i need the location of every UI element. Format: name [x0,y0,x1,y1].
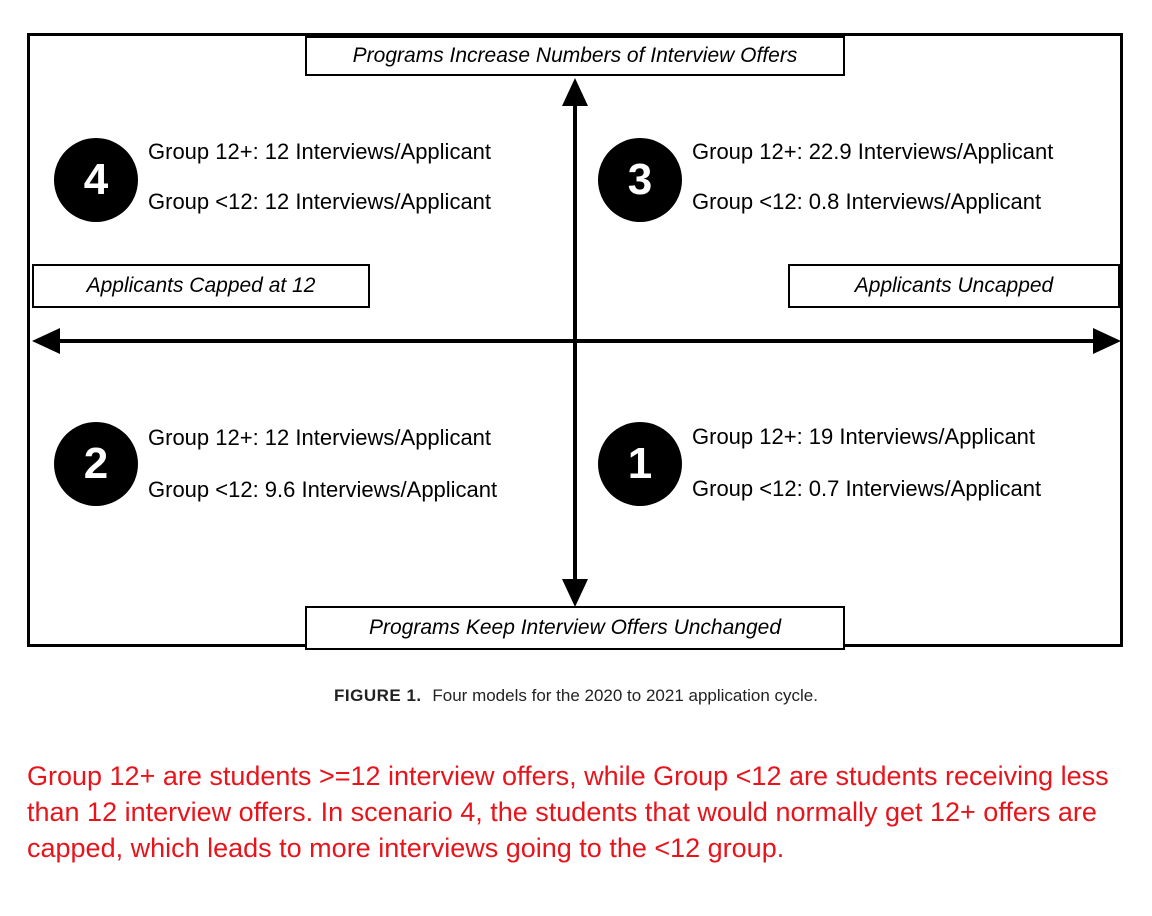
figure-label: FIGURE 1. [334,686,422,705]
arrow-up-icon [562,78,588,106]
arrow-left-icon [32,328,60,354]
arrow-down-icon [562,579,588,607]
scenario-3-group-under-12: Group <12: 0.8 Interviews/Applicant [692,189,1042,214]
scenario-3-badge: 3 [598,138,682,222]
scenario-4-group-12plus: Group 12+: 12 Interviews/Applicant [148,139,492,164]
figure-caption-text: Four models for the 2020 to 2021 application cycle. [432,686,818,705]
scenario-2-group-under-12: Group <12: 9.6 Interviews/Applicant [148,477,498,502]
scenario-3-group-12plus: Group 12+: 22.9 Interviews/Applicant [692,139,1054,164]
right-axis-label: Applicants Uncapped [788,264,1120,308]
arrow-right-icon [1093,328,1121,354]
scenario-1-group-under-12: Group <12: 0.7 Interviews/Applicant [692,476,1042,501]
scenario-1-group-12plus: Group 12+: 19 Interviews/Applicant [692,424,1036,449]
explanatory-note: Group 12+ are students >=12 interview offers, while Group <12 are students receiving less than 12 interview offers. In scenario 4, the students that would normally get 12+ offers are capped, which leads to more interviews going to the <12 group. [27,761,1109,863]
figure-caption [0,686,1152,706]
scenario-4-group-under-12: Group <12: 12 Interviews/Applicant [148,189,492,214]
left-axis-label: Applicants Capped at 12 [32,264,370,308]
scenario-2-group-12plus: Group 12+: 12 Interviews/Applicant [148,425,492,450]
bottom-axis-label: Programs Keep Interview Offers Unchanged [305,606,845,650]
scenario-2-badge: 2 [54,422,138,506]
top-axis-label: Programs Increase Numbers of Interview Offers [305,36,845,76]
scenario-4-badge: 4 [54,138,138,222]
scenario-1-badge: 1 [598,422,682,506]
